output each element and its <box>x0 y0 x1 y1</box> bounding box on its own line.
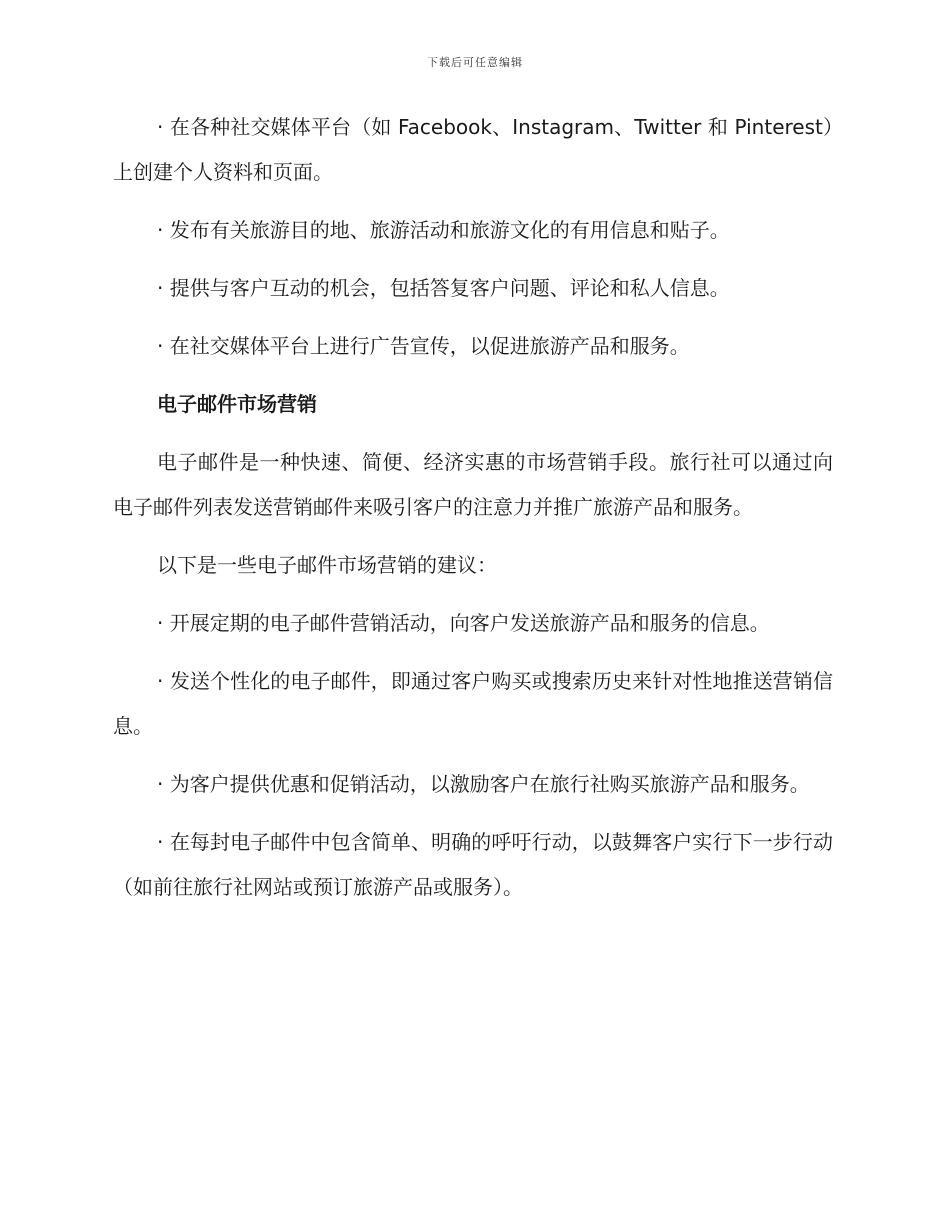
email-bullet-personalized: · 发送个性化的电子邮件，即通过客户购买或搜索历史来针对性地推送营销信息。 <box>113 669 833 738</box>
email-bullet-regular: · 开展定期的电子邮件营销活动，向客户发送旅游产品和服务的信息。 <box>157 611 770 635</box>
document-body <box>113 105 833 923</box>
social-bullet-profiles: · 在各种社交媒体平台（如 Facebook、Instagram、Twitter 和 Pinterest）上创建个人资料和页面。 <box>113 115 833 184</box>
section-heading-email-marketing: 电子邮件市场营销 <box>157 392 317 416</box>
email-marketing-intro: 电子邮件是一种快速、简便、经济实惠的市场营销手段。旅行社可以通过向电子邮件列表发送营销邮件来吸引客户的注意力并推广旅游产品和服务。 <box>113 450 833 519</box>
page-header: 下载后可任意编辑 <box>427 56 523 69</box>
email-bullet-promotions: · 为客户提供优惠和促销活动，以激励客户在旅行社购买旅游产品和服务。 <box>157 772 810 796</box>
social-bullet-ads: · 在社交媒体平台上进行广告宣传，以促进旅游产品和服务。 <box>157 334 690 358</box>
social-bullet-interaction: · 提供与客户互动的机会，包括答复客户问题、评论和私人信息。 <box>157 276 730 300</box>
email-bullet-call-to-action: · 在每封电子邮件中包含简单、明确的呼吁行动，以鼓舞客户实行下一步行动（如前往旅行社网站或预订旅游产品或服务）。 <box>113 830 833 899</box>
email-marketing-lead: 以下是一些电子邮件市场营销的建议： <box>157 553 497 577</box>
social-bullet-posts: · 发布有关旅游目的地、旅游活动和旅游文化的有用信息和贴子。 <box>157 218 730 242</box>
